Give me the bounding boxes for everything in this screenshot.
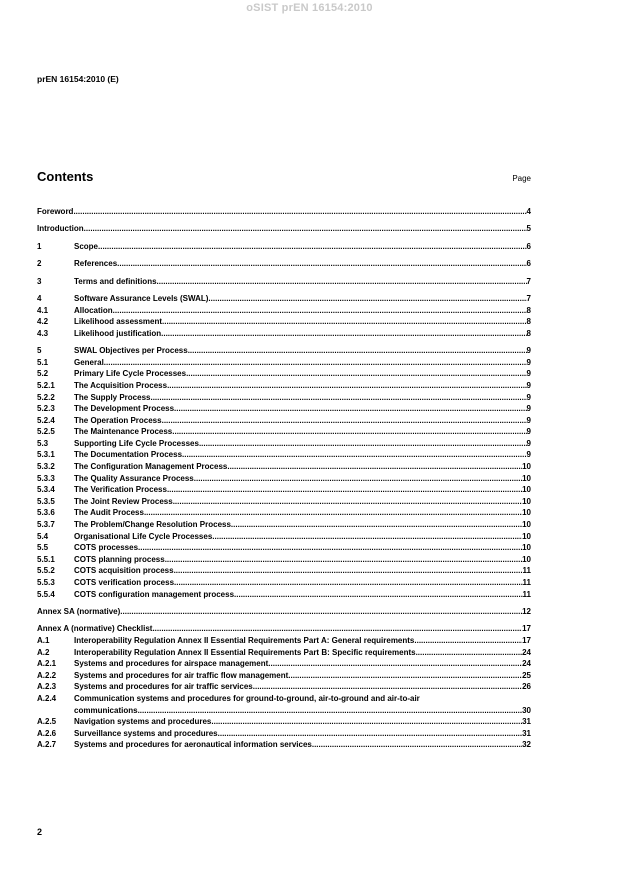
toc-entry-number: 4.3 xyxy=(37,328,49,338)
toc-entry[interactable] xyxy=(37,403,531,415)
toc-entry-title: COTS verification process xyxy=(74,578,175,587)
toc-leader-dots xyxy=(174,577,523,589)
toc-entry-page: 10 xyxy=(522,554,531,564)
toc-entry-page: 8 xyxy=(526,328,531,338)
toc-entry-number: 3 xyxy=(37,276,42,286)
toc-leader-dots xyxy=(268,658,522,670)
toc-entry[interactable] xyxy=(37,519,531,531)
toc-entry-number: 5.3 xyxy=(37,438,49,448)
toc-leader-dots xyxy=(211,716,522,728)
toc-entry-title: COTS processes xyxy=(74,543,139,553)
toc-entry-title: Allocation xyxy=(74,305,113,315)
toc-leader-dots xyxy=(234,589,523,601)
toc-entry-page: 6 xyxy=(526,241,531,251)
toc-entry-page: 9 xyxy=(526,357,531,367)
toc-entry-number: 4.2 xyxy=(37,317,49,327)
toc-entry-title: Systems and procedures for airspace management xyxy=(74,659,269,669)
toc-entry[interactable] xyxy=(37,345,531,357)
toc-entry[interactable] xyxy=(37,426,531,438)
toc-entry-title: The Maintenance Process xyxy=(74,427,173,437)
toc-entry-title: Navigation systems and procedures xyxy=(74,717,212,727)
toc-entry-number: 4 xyxy=(37,293,42,303)
toc-entry-number: A.2.3 xyxy=(37,682,57,692)
toc-entry-title: Primary Life Cycle Processes xyxy=(74,369,187,379)
toc-entry-page: 24 xyxy=(522,659,531,669)
toc-entry-title: Interoperability Regulation Annex II Essential Requirements Part A: General requirements xyxy=(74,635,415,645)
toc-entry[interactable] xyxy=(37,670,531,682)
toc-entry-title: General xyxy=(74,357,104,367)
toc-leader-dots xyxy=(312,739,522,751)
toc-entry-number: A.2.7 xyxy=(37,740,57,750)
toc-entry[interactable] xyxy=(37,223,531,235)
toc-entry[interactable] xyxy=(37,415,531,427)
toc-entry[interactable] xyxy=(37,357,531,369)
toc-entry[interactable] xyxy=(37,565,531,577)
toc-leader-dots xyxy=(138,542,522,554)
toc-entry[interactable] xyxy=(37,589,531,601)
toc-entry[interactable] xyxy=(37,484,531,496)
toc-entry-title: Supporting Life Cycle Processes xyxy=(74,438,199,448)
toc-entry-page: 7 xyxy=(526,293,531,303)
toc-entry-title: Systems and procedures for air traffic flow management xyxy=(74,670,289,680)
toc-leader-dots xyxy=(161,328,526,340)
toc-entry-title: Annex A (normative) Checklist xyxy=(37,624,153,634)
toc-leader-dots xyxy=(167,484,522,496)
toc-entry-title: The Quality Assurance Process xyxy=(74,473,194,483)
toc-entry-page: 9 xyxy=(526,346,531,356)
toc-entry[interactable] xyxy=(37,241,531,253)
toc-entry-title: The Supply Process xyxy=(74,392,151,402)
toc-entry[interactable] xyxy=(37,693,531,716)
toc-leader-dots xyxy=(416,647,523,659)
toc-entry[interactable] xyxy=(37,368,531,380)
toc-entry-page: 10 xyxy=(522,520,531,530)
toc-entry-number: 5.3.2 xyxy=(37,462,55,472)
toc-entry-number: A.2.5 xyxy=(37,717,57,727)
table-of-contents xyxy=(37,206,531,751)
toc-leader-dots xyxy=(194,473,522,485)
toc-entry[interactable] xyxy=(37,623,531,635)
toc-leader-dots xyxy=(182,449,527,461)
toc-leader-dots xyxy=(98,241,527,253)
toc-entry-number: 5.5.4 xyxy=(37,589,55,599)
toc-entry-title: References xyxy=(74,259,118,269)
toc-entry-title: The Verification Process xyxy=(74,485,167,495)
toc-entry-page: 12 xyxy=(522,606,531,616)
toc-entry-page: 9 xyxy=(526,392,531,402)
toc-entry-page: 31 xyxy=(522,728,531,738)
toc-entry[interactable] xyxy=(37,647,531,659)
toc-entry-page: 8 xyxy=(526,317,531,327)
toc-entry[interactable] xyxy=(37,316,531,328)
toc-leader-dots xyxy=(172,426,526,438)
toc-entry-number: 5.3.4 xyxy=(37,485,55,495)
toc-entry-page: 11 xyxy=(522,589,531,599)
toc-entry-page: 9 xyxy=(526,369,531,379)
toc-entry-number: A.2.6 xyxy=(37,728,57,738)
toc-entry-number: 5.2.2 xyxy=(37,392,55,402)
toc-entry-page: 9 xyxy=(526,380,531,390)
toc-entry-number: 5.3.5 xyxy=(37,496,55,506)
page-column-label: Page xyxy=(512,174,531,183)
toc-entry-title: Communication systems and procedures for ground-to-ground, air-to-ground and air-to-air xyxy=(74,693,420,703)
toc-entry-page: 10 xyxy=(522,508,531,518)
toc-leader-dots xyxy=(162,415,527,427)
toc-entry-title: Introduction xyxy=(37,224,84,234)
toc-leader-dots xyxy=(186,368,526,380)
toc-leader-dots xyxy=(174,565,523,577)
toc-entry[interactable] xyxy=(37,328,531,340)
toc-entry[interactable] xyxy=(37,681,531,693)
toc-entry-title: The Configuration Management Process xyxy=(74,462,228,472)
toc-entry-title: Annex SA (normative) xyxy=(37,606,121,616)
toc-entry-number: 5.3.1 xyxy=(37,450,55,460)
toc-entry-number: 5.2 xyxy=(37,369,49,379)
toc-entry-page: 9 xyxy=(526,450,531,460)
toc-entry[interactable] xyxy=(37,276,531,288)
toc-entry-title: Surveillance systems and procedures xyxy=(74,728,218,738)
toc-entry-page: 4 xyxy=(526,207,531,216)
toc-entry[interactable] xyxy=(37,739,531,751)
toc-leader-dots xyxy=(104,357,527,369)
toc-entry-page: 9 xyxy=(526,415,531,425)
toc-entry-page: 10 xyxy=(522,531,531,541)
toc-entry[interactable] xyxy=(37,496,531,508)
toc-entry-number: 5.2.1 xyxy=(37,380,55,390)
toc-entry-title: The Operation Process xyxy=(74,415,162,425)
toc-entry[interactable] xyxy=(37,531,531,543)
toc-leader-dots xyxy=(218,728,522,740)
toc-leader-dots xyxy=(199,438,527,450)
watermark: oSIST prEN 16154:2010 xyxy=(246,2,373,14)
toc-entry-number: 5.5.3 xyxy=(37,578,55,587)
toc-entry-number: 5.2.5 xyxy=(37,427,55,437)
toc-leader-dots xyxy=(212,531,522,543)
toc-entry-number: 5.3.3 xyxy=(37,473,55,483)
toc-entry-number: A.2.2 xyxy=(37,670,57,680)
toc-entry[interactable] xyxy=(37,392,531,404)
toc-leader-dots xyxy=(174,403,527,415)
toc-entry[interactable] xyxy=(37,635,531,647)
toc-entry-number: 5.2.3 xyxy=(37,404,55,414)
toc-entry-title: The Joint Review Process xyxy=(74,496,173,506)
toc-entry-page: 32 xyxy=(522,740,531,750)
toc-leader-dots xyxy=(188,345,527,357)
toc-entry-title: Organisational Life Cycle Processes xyxy=(74,531,213,541)
toc-entry-title: SWAL Objectives per Process xyxy=(74,346,188,356)
toc-entry-number: A.2.1 xyxy=(37,659,57,669)
toc-leader-dots xyxy=(162,316,527,328)
toc-entry[interactable] xyxy=(37,438,531,450)
toc-leader-dots xyxy=(120,606,522,618)
toc-leader-dots xyxy=(113,305,527,317)
toc-entry[interactable] xyxy=(37,542,531,554)
toc-entry-number: 1 xyxy=(37,241,42,251)
toc-entry-page: 5 xyxy=(526,224,531,234)
toc-entry-title: Interoperability Regulation Annex II Essential Requirements Part B: Specific requirements xyxy=(74,647,416,657)
toc-entry-title: The Documentation Process xyxy=(74,450,183,460)
toc-leader-dots xyxy=(167,380,526,392)
toc-entry-title-continued: communications xyxy=(74,705,138,715)
toc-entry-page: 8 xyxy=(526,305,531,315)
toc-entry[interactable] xyxy=(37,258,531,270)
toc-entry[interactable] xyxy=(37,293,531,305)
toc-entry[interactable] xyxy=(37,658,531,670)
document-id: prEN 16154:2010 (E) xyxy=(37,74,119,84)
toc-entry-title: COTS acquisition process xyxy=(74,566,174,576)
toc-entry-title: Scope xyxy=(74,241,99,251)
toc-entry-title: Likelihood assessment xyxy=(74,317,163,327)
toc-entry[interactable] xyxy=(37,606,531,618)
toc-entry-page: 24 xyxy=(522,647,531,657)
toc-entry-page: 6 xyxy=(526,259,531,269)
toc-leader-dots xyxy=(208,293,526,305)
toc-entry[interactable] xyxy=(37,380,531,392)
toc-entry-page: 9 xyxy=(526,404,531,414)
toc-leader-dots xyxy=(152,623,522,635)
toc-leader-dots xyxy=(144,507,522,519)
toc-entry[interactable] xyxy=(37,716,531,728)
toc-leader-dots xyxy=(84,223,527,235)
toc-entry-title: Foreword xyxy=(37,207,74,216)
toc-entry-number: 5.3.7 xyxy=(37,520,55,530)
toc-entry-page: 9 xyxy=(526,438,531,448)
toc-entry-number: 5.5.2 xyxy=(37,566,55,576)
toc-entry-page: 11 xyxy=(522,578,531,587)
toc-entry-page: 17 xyxy=(522,624,531,634)
toc-entry-page: 31 xyxy=(522,717,531,727)
toc-entry-number: 2 xyxy=(37,259,42,269)
footer-page-number: 2 xyxy=(37,827,43,837)
toc-entry-title: The Acquisition Process xyxy=(74,380,168,390)
toc-entry-page: 10 xyxy=(522,462,531,472)
toc-entry-number: 4.1 xyxy=(37,305,49,315)
toc-entry[interactable] xyxy=(37,305,531,317)
toc-leader-dots xyxy=(73,206,526,218)
toc-entry[interactable] xyxy=(37,507,531,519)
toc-entry-page: 17 xyxy=(522,635,531,645)
toc-entry-number: 5.3.6 xyxy=(37,508,55,518)
toc-entry-title: Terms and definitions xyxy=(74,276,157,286)
toc-leader-dots xyxy=(173,496,522,508)
toc-entry-title: COTS planning process xyxy=(74,554,165,564)
toc-entry-number: 5.4 xyxy=(37,531,49,541)
toc-entry-page: 9 xyxy=(526,427,531,437)
contents-heading: Contents xyxy=(37,169,94,184)
toc-leader-dots xyxy=(157,276,527,288)
toc-entry[interactable] xyxy=(37,728,531,740)
toc-entry-title: Software Assurance Levels (SWAL) xyxy=(74,293,209,303)
toc-entry-title: The Development Process xyxy=(74,404,175,414)
toc-entry-number: A.2 xyxy=(37,647,50,657)
toc-entry-page: 10 xyxy=(522,496,531,506)
toc-leader-dots xyxy=(231,519,522,531)
toc-entry-number: 5 xyxy=(37,346,42,356)
toc-entry-title: Likelihood justification xyxy=(74,328,162,338)
toc-entry-title: The Problem/Change Resolution Process xyxy=(74,520,231,530)
toc-leader-dots xyxy=(165,554,522,566)
toc-entry-number: A.1 xyxy=(37,635,50,645)
toc-entry-page: 30 xyxy=(522,705,531,715)
toc-entry-number: 5.2.4 xyxy=(37,415,55,425)
toc-entry[interactable] xyxy=(37,577,531,589)
toc-entry-page: 7 xyxy=(526,276,531,286)
toc-leader-dots xyxy=(150,392,526,404)
toc-entry-title: COTS configuration management process xyxy=(74,589,235,599)
toc-entry[interactable] xyxy=(37,461,531,473)
toc-entry-page: 10 xyxy=(522,485,531,495)
toc-entry[interactable] xyxy=(37,554,531,566)
toc-entry-page: 10 xyxy=(522,543,531,553)
toc-leader-dots xyxy=(288,670,522,682)
toc-entry[interactable] xyxy=(37,206,531,218)
toc-entry-number: 5.5 xyxy=(37,543,49,553)
toc-entry-page: 25 xyxy=(522,670,531,680)
toc-entry-page: 10 xyxy=(522,473,531,483)
toc-entry-title: Systems and procedures for aeronautical information services xyxy=(74,740,312,750)
toc-entry-number: 5.1 xyxy=(37,357,49,367)
toc-entry-number: A.2.4 xyxy=(37,693,57,703)
toc-leader-dots xyxy=(117,258,526,270)
toc-entry[interactable] xyxy=(37,473,531,485)
toc-entry[interactable] xyxy=(37,449,531,461)
toc-leader-dots xyxy=(253,681,522,693)
toc-entry-page: 26 xyxy=(522,682,531,692)
toc-leader-dots xyxy=(138,705,523,717)
toc-entry-title: Systems and procedures for air traffic services xyxy=(74,682,253,692)
toc-leader-dots xyxy=(414,635,522,647)
toc-entry-title: The Audit Process xyxy=(74,508,144,518)
toc-entry-number: 5.5.1 xyxy=(37,554,55,564)
toc-entry-page: 11 xyxy=(522,566,531,576)
toc-leader-dots xyxy=(227,461,522,473)
